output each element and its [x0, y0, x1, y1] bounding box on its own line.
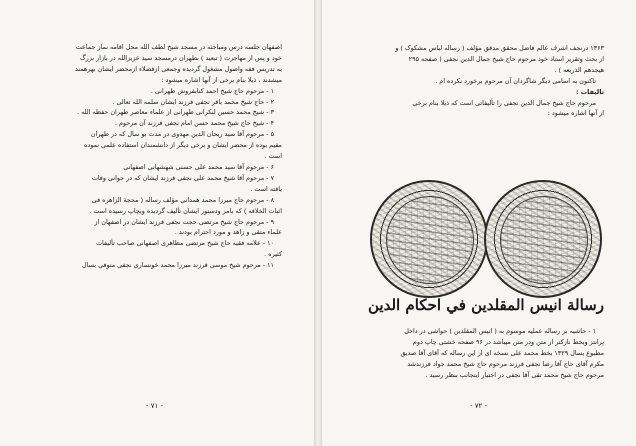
seal-illustration — [366, 180, 606, 322]
text-line: یافته است . — [250, 184, 282, 193]
book-title-caption: رسالة انيس المقلدين في احكام الدين — [368, 296, 604, 314]
right-page-text-top — [354, 43, 604, 119]
text-line: علماء متقی و زاهد و مورد احترام بودند . — [174, 228, 282, 237]
list-item: ۱ - حاشیه بر رساله عملیه موسوم به ( انیس المقلدین ) حواشی در داخل — [404, 327, 596, 335]
text-line: از بحث وتقریر استاد خود مرحوم حاج شیخ جمال الدین نجفی ( صفحه ۲۹۵ — [408, 54, 604, 63]
text-line: اصفهان جلسه درس ومباحثه در مسجد شیخ لطف الله محل اقامه نماز جماعت — [75, 43, 282, 51]
text-line: کثیره . — [264, 250, 282, 259]
list-item: ۱ - مرحوم حاج شیخ احمد کتابفروش طهرانی . — [150, 86, 274, 95]
list-item: ۱۰ - علامه فقیه حاج شیخ مرتضی مظاهری اصفهانی صاحب تألیفات — [96, 239, 274, 248]
list-item: ۷ - مرحوم آقا شیخ محمد علی نجفی فرزند ایشان که در جوانی وفات — [91, 173, 274, 182]
list-item: ۸ - مرحوم حاج میرزا محمد همدانی مؤلف رساله ( محجة الزاهره فی — [91, 195, 274, 204]
text-line: مرحوم حاج شیخ محمد تقی آقا نجفی در اختیار اینجانب بنظر رسید . — [425, 370, 604, 379]
text-line: مطبوع بسال ۱۳۲۹ بخط محمد علی نسخه ای از این رساله که آقای آقا صدیق — [400, 348, 604, 357]
text-line: مقیم بوده از محضر ایشان و برخی دیگر از دانشمندان استفاده علمی نموده — [84, 141, 282, 150]
seal-left — [370, 180, 488, 298]
list-item: ۱۱ - مرحوم شیخ موسی فرزند میرزا محمد خونساری نجفی متوفی بسال — [82, 261, 274, 270]
seal-right — [484, 180, 602, 298]
seal-left-inscription — [386, 196, 474, 284]
list-item: ۵ - مرحوم آقا سید ریحان الدین مهدوی در مدت بو سال که در طهران — [90, 130, 274, 139]
section-heading: تالیفات : — [575, 87, 604, 96]
book-gutter — [314, 0, 322, 446]
list-item: ۶ - مرحوم آقا سید محمد علی حسنی شهشهانی اصفهانی — [123, 162, 274, 171]
right-page-text-bottom — [354, 326, 604, 381]
text-line: ۱۳۶۳ درنجف اشرف عالم فاضل محقق مدقق مؤلف ( رساله لباس مشکوک ) و — [395, 44, 604, 52]
text-line: مرحوم حاج شیخ جمال الدین نجفی را تألیفاتی است که ذیلا بنام برخی — [412, 98, 596, 107]
text-line: اثبات الخلافه ) که بامر ودستور ایشان تألیف گردیده وبچاپ رسیده است . — [89, 206, 282, 215]
text-line: میشدند ، ذیلا بنام برخی از آنها اشاره میشود : — [161, 75, 282, 84]
list-item: ۴ - شیخ حاج شیخ محمد حسن امام نجفی فرزند آن مرحوم . — [114, 119, 274, 128]
text-line: پرانتز وبخط نازکتر از متن ودر متن میباشد در ۹۶ صفحه خشتی چاپ دوم — [412, 337, 604, 346]
left-page-text — [34, 42, 282, 271]
list-item: ۹ - مرحوم حاج شیخ مرتضی حجت نجفی فرزند ایشان در اصفهان از — [94, 217, 274, 226]
text-line: تاکنون به اسامی دیگر شاگردان آن مرحوم برخورد نکرده ام . — [435, 76, 596, 85]
page-number-right: - ۷۲ - — [470, 402, 488, 410]
text-line: به تدریس فقه واصول مشغول گردیده وجمعی ازفضلاء ازمحضر ایشان بهرهمند — [74, 64, 282, 73]
text-line: خود و پس از مهاجرت ( تبعید ) بطهران درمسجد سید عزیزالله در بازار بزرگ — [79, 53, 282, 62]
text-line: هیجدهم الذریعه ) . — [554, 65, 604, 74]
page-number-left: - ۷۱ - — [146, 402, 164, 410]
text-line: از آنها اشاره میشود : — [547, 109, 604, 118]
seal-right-inscription — [500, 196, 588, 284]
list-item: ۳ - شیخ محمد حسین لنکرانی طهرانی از علماء معاصر طهران حفظه الله . — [77, 108, 274, 117]
text-line: مکرم آقای حاج آقا رضا نجفی فرزند مرحوم حاج شیخ محمد جواد فرزندشد — [407, 359, 604, 368]
text-line: است . — [264, 152, 282, 161]
list-item: ۲ - حاج شیخ محمد باقر نجفی فرزند ایشان سلمه الله تعالی . — [112, 97, 274, 106]
